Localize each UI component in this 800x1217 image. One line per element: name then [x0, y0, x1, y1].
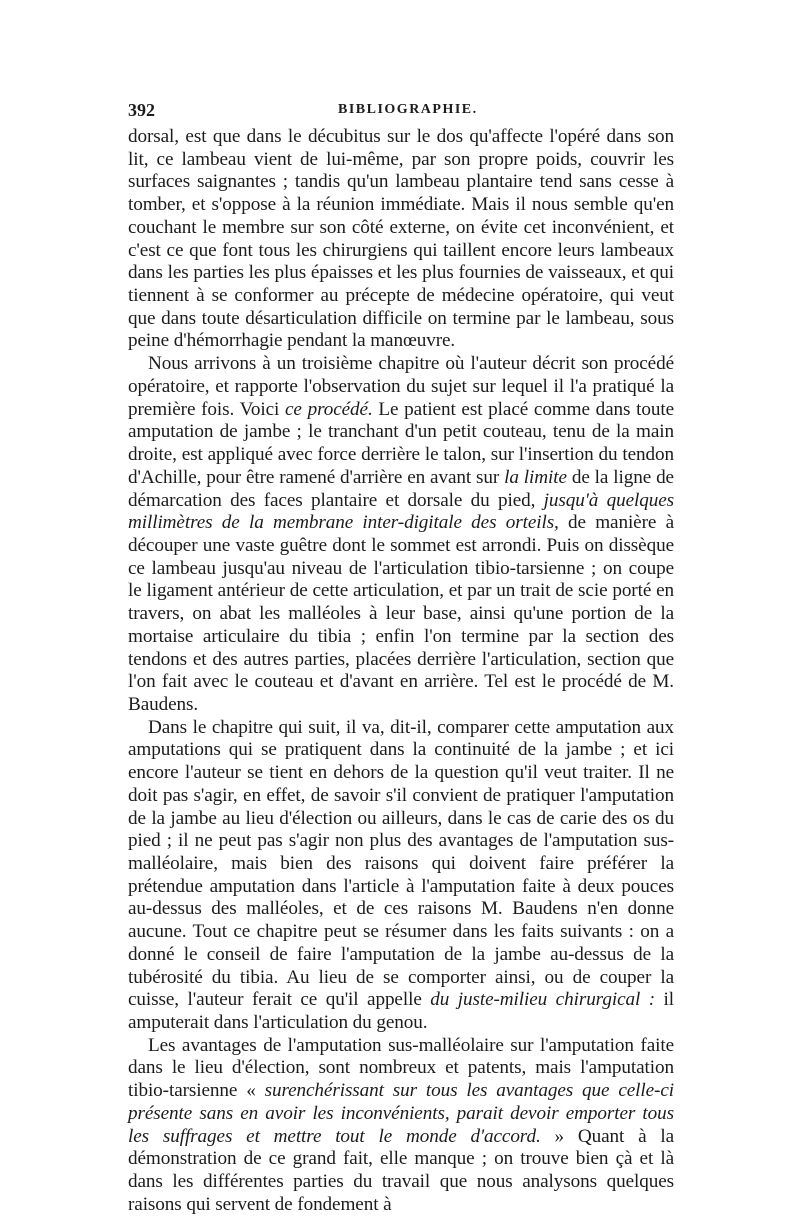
paragraph-4-italic-1: surenchérissant sur tous les avantages que celle-ci présente sans en avoir les inconvénients, parait devoir emporter tous les suffrages et mettre tout le monde d'accord.: [128, 1080, 674, 1147]
paragraph-1-text: dorsal, est que dans le décubitus sur le dos qu'affecte l'opéré dans son lit, ce lambeau vient de lui-même, par son propre poids, couvrir les surfaces saignantes ; tandis qu'un lambeau plantaire tend sans cesse à tomber, et s'oppose à la réunion immédiate. Mais il nous semble qu'en couchant le membre sur son côté externe, on évite cet inconvénient, et c'est ce que font tous les chirurgiens qui taillent encore leurs lambeaux dans les parties les plus épaisses et les plus fournies de vaisseaux, et qui tiennent à se conformer au précepte de médecine opératoire, qui veut que dans toute désarticulation difficile on termine par le lambeau, sous peine d'hémorrhagie pendant la manœuvre.: [128, 126, 674, 352]
paragraph-4: [128, 1035, 674, 1217]
paragraph-1: [128, 126, 674, 353]
running-head: BIBLIOGRAPHIE.: [338, 102, 478, 117]
page-body: [128, 126, 674, 1217]
paragraph-3-text-1: Dans le chapitre qui suit, il va, dit-il, comparer cette amputation aux amputations qui se pratiquent dans la continuité de la jambe ; et ici encore l'auteur se tient en dehors de la question qu'il veut traiter. Il ne doit pas s'agir, en effet, de savoir s'il convient de pratiquer l'amputation de la jambe au lieu d'élection ou ailleurs, dans le cas de carie des os du pied ; il ne peut pas s'agir non plus des avantages de l'amputation sus-malléolaire, mais bien des raisons qui doivent faire préférer la prétendue amputation dans l'article à l'amputation faite à deux pouces au-dessus des malléoles, et de ces raisons M. Baudens n'en donne aucune. Tout ce chapitre peut se résumer dans les faits suivants : on a donné le conseil de faire l'amputation de la jambe au-dessus de la tubérosité du tibia. Au lieu de se comporter ainsi, ou de couper la cuisse, l'auteur ferait ce qu'il appelle: [128, 716, 674, 1011]
paragraph-2-italic-3: jusqu'à quelques millimètres de la membrane inter-digitale des orteils,: [128, 489, 674, 534]
paragraph-2-italic-2: la limite: [504, 466, 567, 488]
paragraph-4-text-1: Les avantages de l'amputation sus-malléolaire sur l'amputation faite dans le lieu d'élection, sont nombreux et patents, mais l'amputation tibio-tarsienne «: [128, 1034, 674, 1102]
paragraph-2-text-4: de manière à découper une vaste guêtre dont le sommet est arrondi. Puis on dissèque ce lambeau jusqu'au niveau de l'articulation tibio-tarsienne ; on coupe le ligament antérieur de cette articulation, et par un trait de scie porté en travers, on abat les malléoles à leur base, ainsi qu'une portion de la mortaise articulaire du tibia ; enfin l'on termine par la section des tendons et des autres parties, placées derrière l'articulation, section que l'on fait avec le couteau et d'avant en arrière. Tel est le procédé de M. Baudens.: [128, 512, 674, 715]
paragraph-2-italic-1: ce procédé.: [285, 398, 373, 420]
paragraph-4-text-2: » Quant à la démonstration de ce grand fait, elle manque ; on trouve bien çà et là dans les différentes parties du travail que nous analysons quelques raisons qui servent de fondement à: [128, 1125, 674, 1215]
paragraph-3-italic-1: du juste-milieu chirurgical :: [430, 989, 656, 1011]
paragraph-2-text-1: Nous arrivons à un troisième chapitre où l'auteur décrit son procédé opératoire, et rapporte l'observation du sujet sur lequel il l'a pratiqué la première fois. Voici: [128, 353, 674, 420]
paragraph-3-text-2: il amputerait dans l'articulation du genou.: [128, 989, 674, 1034]
paragraph-3: [128, 717, 674, 1035]
book-page: [128, 96, 674, 1217]
paragraph-2-text-2: Le patient est placé comme dans toute amputation de jambe ; le tranchant d'un petit couteau, tenu de la main droite, est appliqué avec force derrière le talon, sur l'insertion du tendon d'Achille, pour être ramené d'arrière en avant sur: [128, 398, 674, 488]
paragraph-2: [128, 353, 674, 717]
page-number: 392: [128, 100, 155, 120]
paragraph-2-text-3: de la ligne de démarcation des faces plantaire et dorsale du pied,: [128, 466, 674, 511]
page-header: [128, 96, 674, 126]
